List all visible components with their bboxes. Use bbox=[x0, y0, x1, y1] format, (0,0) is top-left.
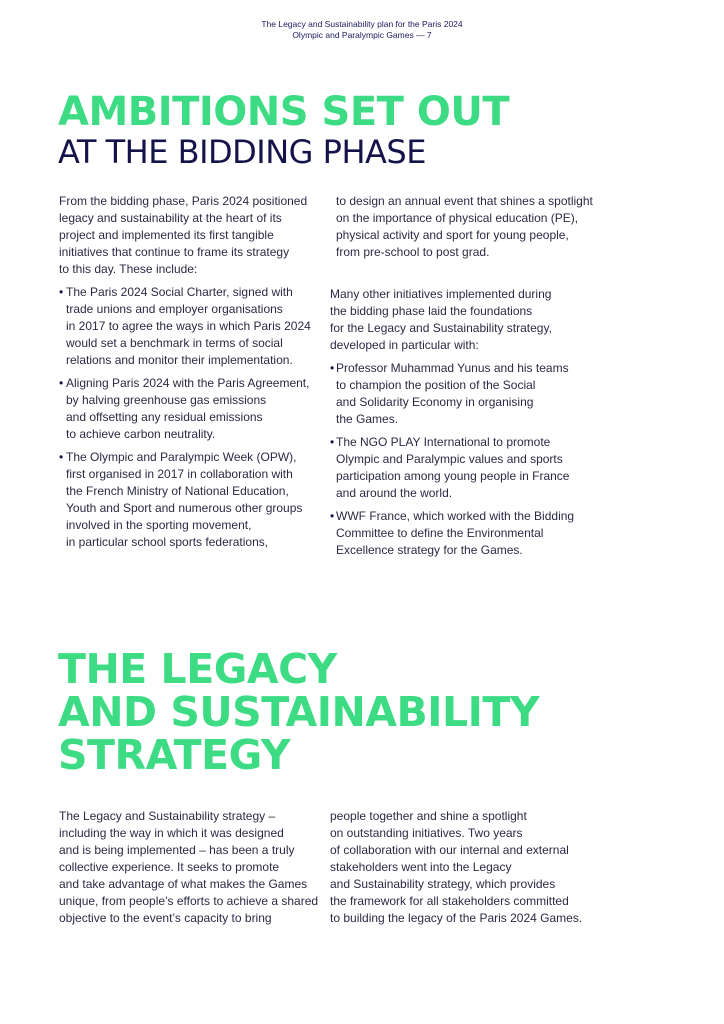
list-item bbox=[330, 508, 592, 559]
text-line: to design an annual event that shines a spotlight bbox=[336, 194, 593, 208]
text-line: the French Ministry of National Education, bbox=[66, 484, 289, 498]
bullet-continuation bbox=[330, 193, 592, 261]
text-line: The Paris 2024 Social Charter, signed with bbox=[66, 285, 293, 299]
text-line: to building the legacy of the Paris 2024 Games. bbox=[330, 911, 583, 925]
text-line: Youth and Sport and numerous other groups bbox=[66, 501, 303, 515]
bullet-icon: • bbox=[59, 285, 64, 299]
text-line: including the way in which it was designed bbox=[59, 826, 284, 840]
text-line: The Olympic and Paralympic Week (OPW), bbox=[66, 450, 297, 464]
section1-bullet-list-2 bbox=[330, 360, 592, 559]
text-line: and is being implemented – has been a truly bbox=[59, 843, 295, 857]
text-line: and take advantage of what makes the Games bbox=[59, 877, 308, 891]
list-item bbox=[330, 434, 592, 502]
list-item bbox=[330, 360, 592, 428]
section1-column-1 bbox=[59, 193, 321, 557]
text-line: project and implemented its first tangible bbox=[59, 228, 274, 242]
text-line: Aligning Paris 2024 with the Paris Agreement, bbox=[66, 376, 310, 390]
text-line: in particular school sports federations, bbox=[66, 535, 269, 549]
text-line: From the bidding phase, Paris 2024 positioned bbox=[59, 194, 308, 208]
text-line: on outstanding initiatives. Two years bbox=[330, 826, 523, 840]
list-item bbox=[59, 449, 321, 551]
text-line: stakeholders went into the Legacy bbox=[330, 860, 512, 874]
text-line: to this day. These include: bbox=[59, 262, 198, 276]
text-line: Excellence strategy for the Games. bbox=[336, 543, 523, 557]
text-line: participation among young people in France bbox=[336, 469, 570, 483]
running-header-line-1: The Legacy and Sustainability plan for the Paris 2024 bbox=[261, 19, 463, 29]
list-item bbox=[59, 375, 321, 443]
text-line: initiatives that continue to frame its strategy bbox=[59, 245, 290, 259]
text-line: physical activity and sport for young people, bbox=[336, 228, 569, 242]
text-line: to achieve carbon neutrality. bbox=[66, 427, 216, 441]
text-line: the bidding phase laid the foundations bbox=[330, 304, 533, 318]
text-line: the framework for all stakeholders committed bbox=[330, 894, 569, 908]
section1-second-intro-paragraph bbox=[330, 286, 592, 354]
text-line: Olympic and Paralympic values and sports bbox=[336, 452, 563, 466]
section1-intro-paragraph bbox=[59, 193, 321, 278]
text-line: and offsetting any residual emissions bbox=[66, 410, 263, 424]
text-line: unique, from people’s efforts to achieve a shared bbox=[59, 894, 319, 908]
text-line: the Games. bbox=[336, 412, 399, 426]
text-line: The NGO PLAY International to promote bbox=[336, 435, 551, 449]
bullet-icon: • bbox=[330, 435, 335, 449]
section-title-ambitions bbox=[58, 90, 509, 170]
text-line: Professor Muhammad Yunus and his teams bbox=[336, 361, 569, 375]
section-title-line: THE LEGACY bbox=[58, 645, 337, 693]
running-header bbox=[0, 19, 724, 41]
bullet-icon: • bbox=[59, 450, 64, 464]
text-line: and Sustainability strategy, which provides bbox=[330, 877, 556, 891]
section1-bullet-list-1 bbox=[59, 284, 321, 551]
text-line: relations and monitor their implementation. bbox=[66, 353, 293, 367]
text-line: on the importance of physical education (PE), bbox=[336, 211, 579, 225]
text-line: Many other initiatives implemented during bbox=[330, 287, 552, 301]
bullet-icon: • bbox=[330, 509, 335, 523]
text-line: in 2017 to agree the ways in which Paris 2024 bbox=[66, 319, 311, 333]
text-line: people together and shine a spotlight bbox=[330, 809, 527, 823]
section2-column-1 bbox=[59, 808, 321, 927]
text-line: to champion the position of the Social bbox=[336, 378, 536, 392]
text-line: first organised in 2017 in collaboration with bbox=[66, 467, 293, 481]
text-line: by halving greenhouse gas emissions bbox=[66, 393, 267, 407]
text-line: Committee to define the Environmental bbox=[336, 526, 544, 540]
text-line: legacy and sustainability at the heart of its bbox=[59, 211, 282, 225]
section2-column-2 bbox=[330, 808, 592, 927]
text-line: involved in the sporting movement, bbox=[66, 518, 252, 532]
text-line: WWF France, which worked with the Bidding bbox=[336, 509, 575, 523]
section-title-green-line: AMBITIONS SET OUT bbox=[58, 89, 510, 135]
text-line: and Solidarity Economy in organising bbox=[336, 395, 534, 409]
section-title-navy-line: AT THE BIDDING PHASE bbox=[58, 133, 426, 171]
text-line: collective experience. It seeks to promote bbox=[59, 860, 280, 874]
running-header-line-2: Olympic and Paralympic Games — 7 bbox=[292, 30, 432, 40]
text-line: of collaboration with our internal and external bbox=[330, 843, 569, 857]
text-line: and around the world. bbox=[336, 486, 453, 500]
text-line: from pre-school to post grad. bbox=[336, 245, 490, 259]
text-line: trade unions and employer organisations bbox=[66, 302, 283, 316]
text-line: for the Legacy and Sustainability strategy, bbox=[330, 321, 552, 335]
text-line: The Legacy and Sustainability strategy – bbox=[59, 809, 276, 823]
text-line: developed in particular with: bbox=[330, 338, 479, 352]
bullet-icon: • bbox=[59, 376, 64, 390]
list-item bbox=[59, 284, 321, 369]
text-line: would set a benchmark in terms of social bbox=[66, 336, 283, 350]
section-title-line: STRATEGY bbox=[58, 731, 291, 779]
bullet-icon: • bbox=[330, 361, 335, 375]
section1-column-2 bbox=[330, 193, 592, 565]
section-title-line: AND SUSTAINABILITY bbox=[58, 688, 540, 736]
section-title-strategy bbox=[58, 645, 540, 779]
text-line: objective to the event’s capacity to bring bbox=[59, 911, 272, 925]
